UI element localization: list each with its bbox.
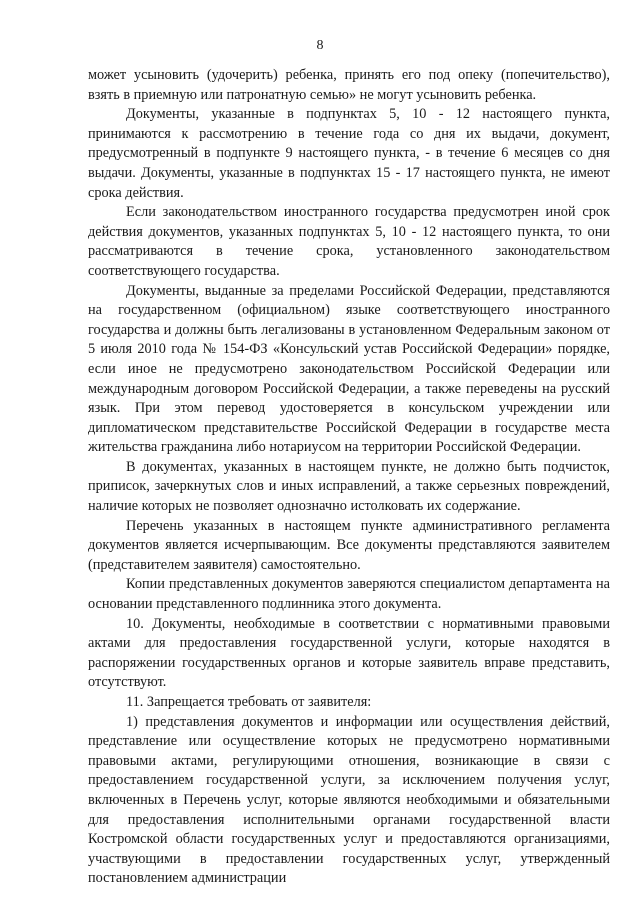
paragraph: 11. Запрещается требовать от заявителя: — [126, 694, 372, 710]
document-body — [88, 66, 610, 889]
paragraph: может усыновить (удочерить) ребенка, принять его под опеку (попечительство), взять в приемную или патронатную семью» не могут усыновить ребенка. — [88, 67, 610, 103]
paragraph: Перечень указанных в настоящем пункте административного регламента документов является исчерпывающим. Все документы представляются заявителем (представителем заявителя) самостоятельно. — [88, 517, 610, 573]
paragraph: Если законодательством иностранного государства предусмотрен иной срок действия документов, указанных подпунктах 5, 10 - 12 настоящего пункта, то они рассматриваются в течение срока, установленного законодательством соответствующего государства. — [88, 204, 610, 279]
paragraph: Документы, выданные за пределами Российской Федерации, представляются на государственном (официальном) языке соответствующего иностранного государства и должны быть легализованы в установленном Федеральным законом от 5 июля 2010 года № 154-ФЗ «Консульский устав Российской Федерации» порядке, если иное не предусмотрено законодательством Российской Федерации или международным договором Российской Федерации, а также переведены на русский язык. При этом перевод удостоверяется в консульском учреждении или дипломатическом представительстве Российской Федерации в государстве места жительства гражданина либо нотариусом на территории Российской Федерации. — [88, 282, 610, 456]
paragraph: 10. Документы, необходимые в соответствии с нормативными правовыми актами для предоставления государственной услуги, которые находятся в распоряжении государственных органов и которые заявитель вправе представить, отсутствуют. — [88, 615, 610, 691]
paragraph: В документах, указанных в настоящем пункте, не должно быть подчисток, приписок, зачеркнутых слов и иных исправлений, а также серьезных повреждений, наличие которых не позволяет однозначно истолковать их содержание. — [88, 458, 610, 515]
paragraph: 1) представления документов и информации или осуществления действий, представление или осуществление которых не предусмотрено нормативными правовыми актами, регулирующими отношения, возникающие в связи с предоставлением государственной услуги, за исключением получения услуг, включенных в Перечень услуг, которые являются необходимыми и обязательными для предоставления исполнительными органами государственной власти Костромской области государственных услуг и предоставляются организациями, участвующими в предоставлении государственных услуг, утвержденный постановлением администрации — [88, 713, 610, 887]
paragraph: Документы, указанные в подпунктах 5, 10 - 12 настоящего пункта, принимаются к рассмотрению в течение года со дня их выдачи, документ, предусмотренный в подпункте 9 настоящего пункта, - в течение 6 месяцев со дня выдачи. Документы, указанные в подпунктах 15 - 17 настоящего пункта, не имеют срока действия. — [88, 106, 610, 201]
paragraph: Копии представленных документов заверяются специалистом департамента на основании представленного подлинника этого документа. — [88, 576, 610, 613]
page-number: 8 — [316, 38, 324, 53]
